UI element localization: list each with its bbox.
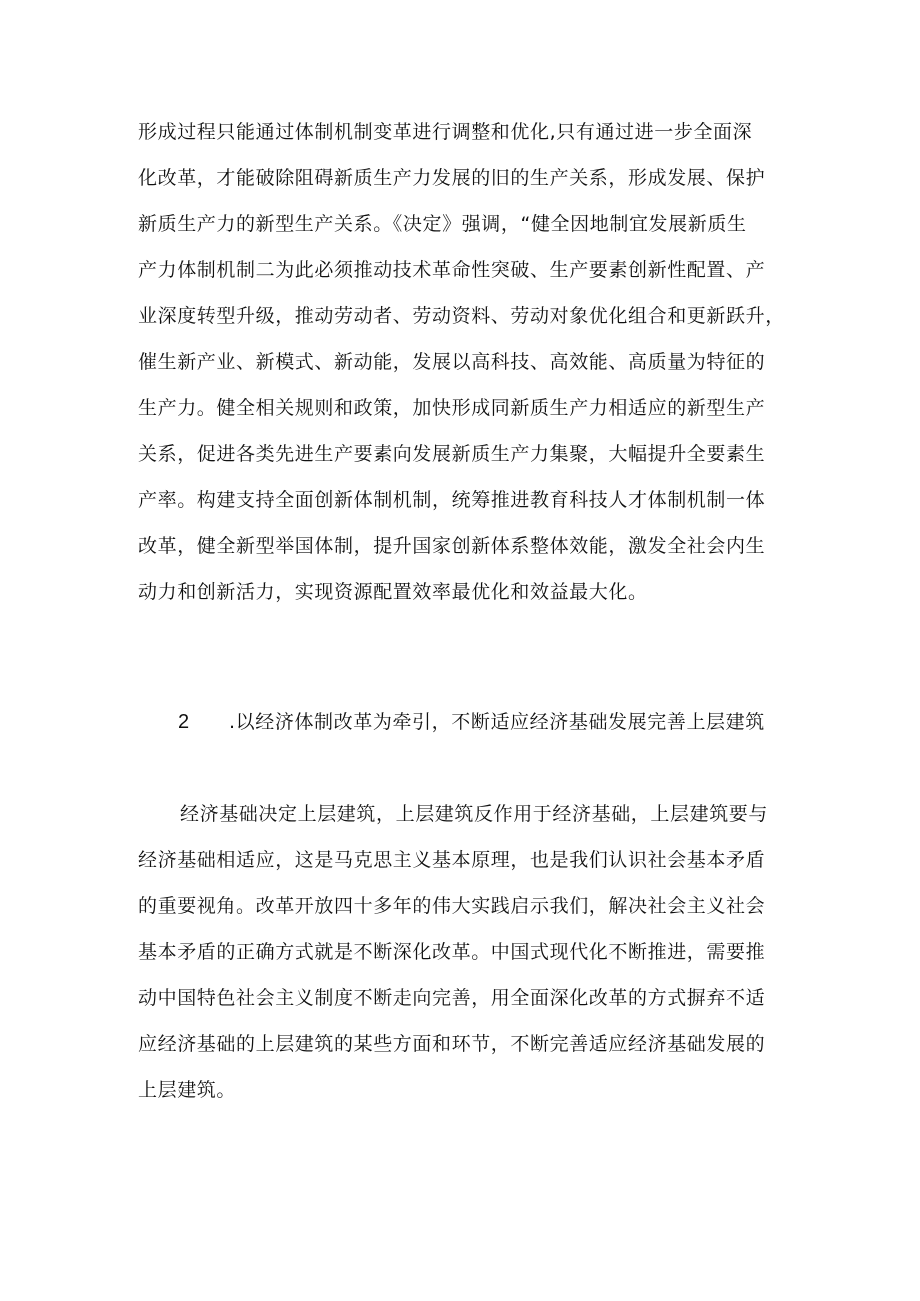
paragraph-line: 催生新产业、新模式、新动能，发展以高科技、高效能、高质量为特征的 [138, 351, 766, 373]
paragraph-line: 产力体制机制二为此必须推动技术革命性突破、生产要素创新性配置、产 [138, 259, 766, 281]
heading-text: .以经济体制改革为牵引，不断适应经济基础发展完善上层建筑 [229, 711, 765, 733]
paragraph-line: 新质生产力的新型生产关系。《决定》强调，“健全因地制宜发展新质生 [138, 213, 747, 235]
paragraph-line: 基本矛盾的正确方式就是不断深化改革。中国式现代化不断推进，需要推 [138, 941, 766, 963]
paragraph-line: 化改革，才能破除阻碍新质生产力发展的旧的生产关系，形成发展、保护 [138, 167, 766, 189]
paragraph-line: 业深度转型升级，推动劳动者、劳动资料、劳动对象优化组合和更新跃升， [138, 305, 785, 327]
paragraph-line: 动力和创新活力，实现资源配置效率最优化和效益最大化。 [138, 581, 648, 603]
paragraph-line: 经济基础决定上层建筑，上层建筑反作用于经济基础，上层建筑要与 [180, 803, 769, 825]
paragraph-line: 形成过程只能通过体制机制变革进行调整和优化,只有通过进一步全面深 [138, 121, 753, 143]
paragraph-line: 关系，促进各类先进生产要素向发展新质生产力集聚，大幅提升全要素生 [138, 443, 766, 465]
heading-number: 2 [178, 711, 190, 733]
paragraph-line: 上层建筑。 [138, 1079, 237, 1101]
paragraph-line: 产率。构建支持全面创新体制机制，统筹推进教育科技人才体制机制一体 [138, 489, 766, 511]
paragraph-line: 动中国特色社会主义制度不断走向完善，用全面深化改革的方式摒弃不适 [138, 987, 766, 1009]
paragraph-line: 经济基础相适应，这是马克思主义基本原理，也是我们认识社会基本矛盾 [138, 849, 766, 871]
paragraph-line: 生产力。健全相关规则和政策，加快形成同新质生产力相适应的新型生产 [138, 397, 766, 419]
paragraph-line: 应经济基础的上层建筑的某些方面和环节，不断完善适应经济基础发展的 [138, 1033, 766, 1055]
paragraph-line: 的重要视角。改革开放四十多年的伟大实践启示我们，解决社会主义社会 [138, 895, 766, 917]
paragraph-line: 改革，健全新型举国体制，提升国家创新体系整体效能，激发全社会内生 [138, 535, 766, 557]
